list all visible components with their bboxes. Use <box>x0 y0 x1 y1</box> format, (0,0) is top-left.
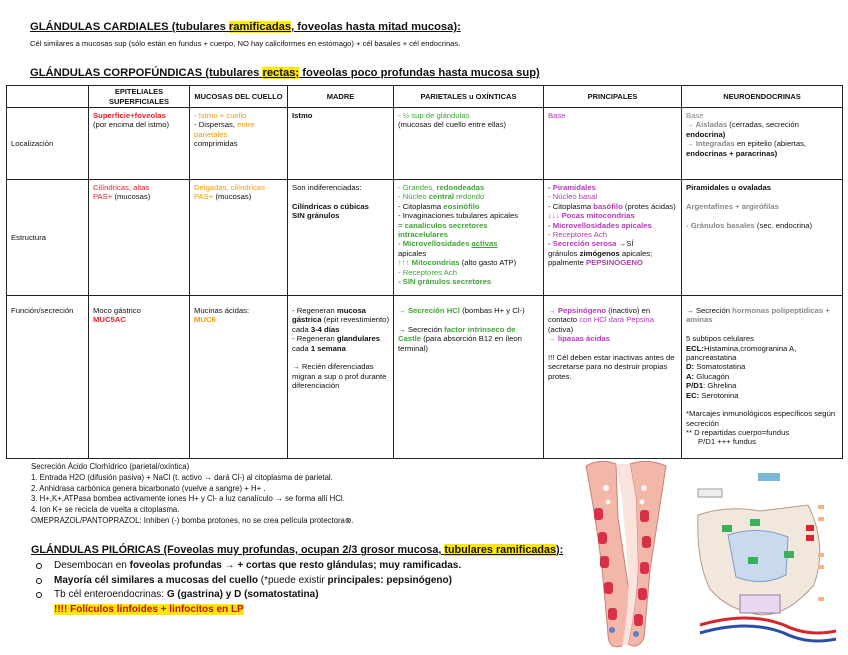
header-epiteliales: EPITELIALES SUPERFICIALES <box>89 86 190 108</box>
list-item: Tb cél enteroendocrinas: G (gastrina) y D (somatostatina) <box>36 589 461 604</box>
cell-loc-principales: Base <box>544 108 682 180</box>
list-item: Desembocan en foveolas profundas → + cortas que resto glándulas; muy ramificadas. <box>36 560 461 575</box>
hcl-line: 1. Entrada H2O (difusión pasiva) + NaCl (t. activo → dará Cl-) al citoplasma de parietal. <box>31 472 333 482</box>
cell-fun-epiteliales: Moco gástrico MUC5AC <box>89 296 190 459</box>
cell-est-epiteliales: Cilíndricas, altas PAS+ (mucosas) <box>89 180 190 296</box>
header-neuroendocrinas: NEUROENDOCRINAS <box>682 86 843 108</box>
cell-fun-madre: - Regeneran mucosa gástrica (epit revestimiento) cada 3-4 días - Regeneran glandulares cada 1 semana → Recién diferenciadas migran a sup o prof durante diferenciación <box>288 296 394 459</box>
cell-est-neuroendocrinas: Piramidales u ovaladas Argentafines + argirófilas - Gránulos basales (sec. endocrina) <box>682 180 843 296</box>
row-label-estructura: Estructura <box>7 180 89 296</box>
list-item: !!!! Folículos linfoides + linfocitos en LP <box>54 603 244 615</box>
table-row-funcion <box>7 296 843 459</box>
cardiales-title: GLÁNDULAS CARDIALES (tubulares ramificadas, foveolas hasta mitad mucosa): <box>30 21 461 33</box>
hcl-line: 2. Anhidrasa carbónica genera bicarbonato (vuelve a sangre) + H+ . <box>31 483 266 493</box>
cell-loc-mucosas: - Istmo + cuello - Dispersas, entre parietales comprimidas <box>190 108 288 180</box>
cell-est-principales: - Piramidales - Núcleo basal - Citoplasma basófilo (protes ácidas) ↓↓↓ Pocas mitocondrias - Microvellosidades apicales - Receptores Ach - Secreción serosa →SÍ gránulos zimógenos apicales; ppalmente PEPSINÓGENO <box>544 180 682 296</box>
list-item: Mayoría cél similares a mucosas del cuello (*puede existir principales: pepsinógeno) <box>36 575 461 590</box>
hcl-line: 4. Ion K+ se recicla de vuelta a citoplasma. <box>31 505 180 514</box>
row-label-funcion: Función/secreción <box>7 296 89 459</box>
table-row-localizacion <box>7 108 843 180</box>
cell-loc-neuroendocrinas: Base → Aisladas (cerradas, secreción endocrina) → Integradas en epitelio (abiertas, endocrinas + paracrinas) <box>682 108 843 180</box>
cell-fun-neuroendocrinas: → Secreción hormonas polipeptídicas + aminas 5 subtipos celulares ECL:Histamina,cromogranina A, pancreastatina D: Somatostatina A: Glucagón P/D1: Ghrelina EC: Serotonina *Marcajes inmunológicos específicos según secreción ** D repartidas cuerpo=fundus P/D1 +++ fundus <box>682 296 843 459</box>
glandulas-table <box>6 85 843 459</box>
cell-est-mucosas: Delgadas, cilíndricas PAS+ (mucosas) <box>190 180 288 296</box>
hcl-line: Secreción Ácido Clorhídrico (parietal/oxíntica) <box>31 462 190 471</box>
cell-loc-madre: Istmo <box>288 108 394 180</box>
table-row-estructura <box>7 180 843 296</box>
hcl-line: 3. H+,K+,ATPasa bombea activamente iones H+ y Cl- a luz canalículo → se forma allí HCl. <box>31 494 345 504</box>
cell-fun-parietales: → Secreción HCl (bombas H+ y Cl-) → Secreción factor intrínseco de Castle (para absorción B12 en íleon terminal) <box>394 296 544 459</box>
header-principales: PRINCIPALES <box>544 86 682 108</box>
header-madre: MADRE <box>288 86 394 108</box>
header-mucosas: MUCOSAS DEL CUELLO <box>190 86 288 108</box>
cell-fun-principales: → Pepsinógeno (inactivo) en contacto con HCl dará Pepsina (activa) → lipasas ácidas !!! Cél deben estar inactivas antes de secretarse para no destruir propias protes. <box>544 296 682 459</box>
piloricas-list <box>36 560 461 618</box>
header-parietales: PARIETALES u OXÍNTICAS <box>394 86 544 108</box>
row-label-localizacion: Localización <box>7 108 89 180</box>
cell-loc-epiteliales: Superficie+foveolas (por encima del istmo) <box>89 108 190 180</box>
cell-loc-parietales: - ½ sup de glándulas (mucosas del cuello entre ellas) <box>394 108 544 180</box>
cell-fun-mucosas: Mucinas ácidas: MUC6 <box>190 296 288 459</box>
table-header-row <box>7 86 843 108</box>
cell-est-madre: Son indiferenciadas: Cilíndricas o cúbicas SIN gránulos <box>288 180 394 296</box>
cardiales-description: Cél similares a mucosas sup (sólo están en fundus + cuerpo, NO hay caliciformes en estómago) + cél basales + cél endocrinas. <box>30 39 461 48</box>
cell-est-parietales: - Grandes, redondeadas - Núcleo central redondo - Citoplasma eosinófilo - Invaginaciones tubulares apicales = canalículos secretores intracelulares - Microvellosidades activas apicales ↑↑↑ Mitocondrias (alto gasto ATP) - Receptores Ach - SIN gránulos secretores <box>394 180 544 296</box>
hcl-secretion-notes <box>31 462 354 527</box>
piloricas-title: GLÁNDULAS PILÓRICAS (Foveolas muy profundas, ocupan 2/3 grosor mucosa, tubulares ramificadas): <box>31 544 564 556</box>
gland-illustration <box>578 458 674 650</box>
header-empty <box>7 86 89 108</box>
hcl-line: OMEPRAZOL/PANTOPRAZOL: Inhiben (-) bomba protones, no se crea película protectora⊗. <box>31 515 354 525</box>
corpofundicas-title: GLÁNDULAS CORPOFÚNDICAS (tubulares rectas; foveolas poco profundas hasta mucosa sup) <box>30 67 540 79</box>
parietal-cell-diagram <box>688 465 840 645</box>
